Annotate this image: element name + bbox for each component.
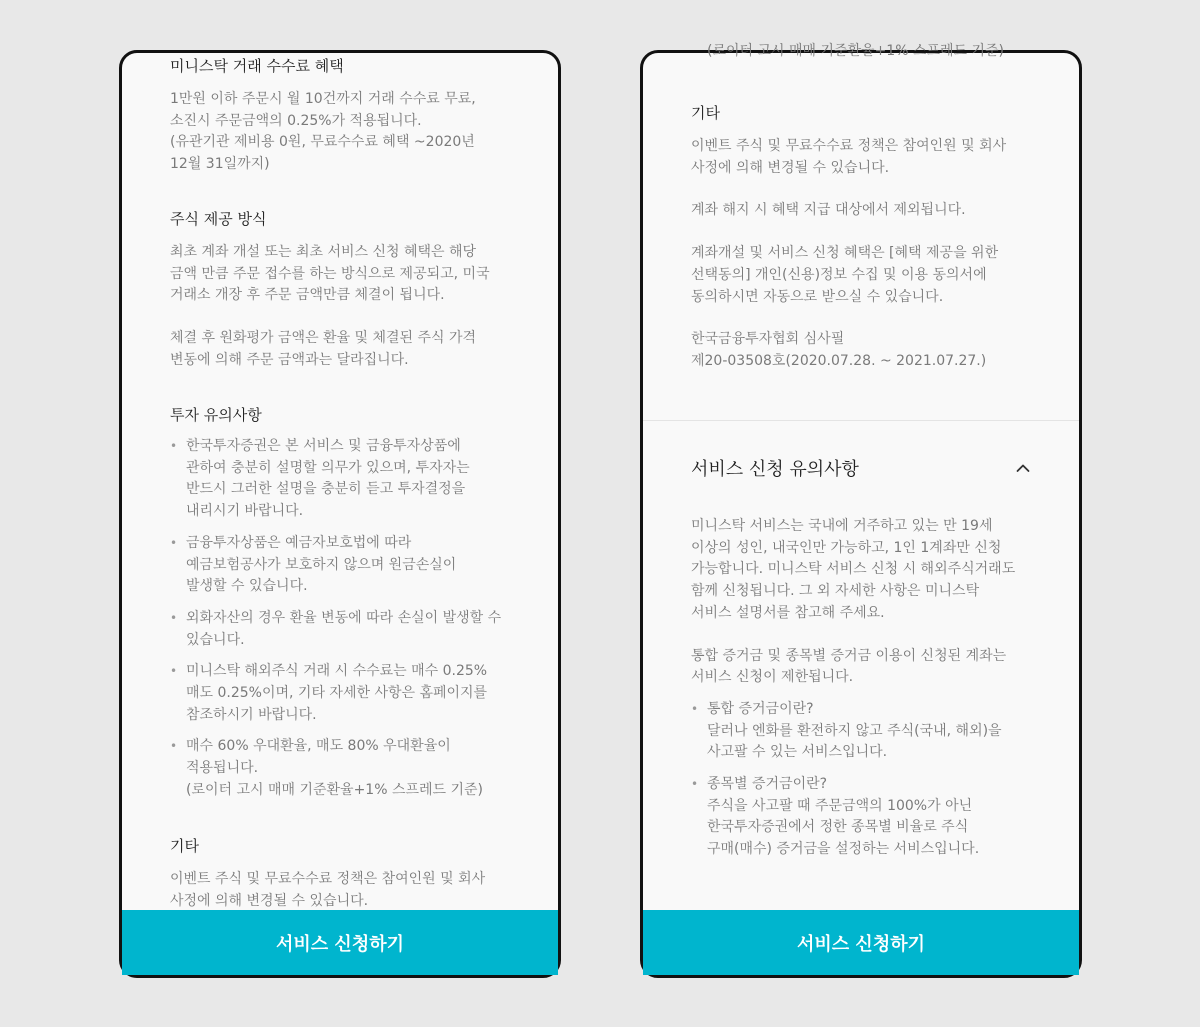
phone-screen-right [640, 43, 1082, 978]
section-title: 미니스탁 거래 수수료 혜택 [170, 57, 344, 75]
list-item: • 종목별 증거금이란? 주식을 사고팔 때 주문금액의 100%가 아닌 한국투자증권에서 정한 종목별 비율로 주식 구매(매수) 증거금을 설정하는 서비스입니다. [691, 774, 1041, 861]
accordion-title: 서비스 신청 유의사항 [691, 459, 859, 480]
section-body: 체결 후 원화평가 금액은 환율 및 체결된 주식 가격 변동에 의해 주문 금액과는 달라집니다. [170, 330, 477, 368]
section-title: 주식 제공 방식 [170, 210, 267, 228]
section-body: 통합 증거금 및 종목별 증거금 이용이 신청된 계좌는 서비스 신청이 제한됩니다. [691, 647, 1007, 686]
section-body: 미니스탁 서비스는 국내에 거주하고 있는 만 19세 이상의 성인, 내국인만 가능하고, 1인 1계좌만 신청 가능합니다. 미니스탁 서비스 신청 시 해외주식거래도 함께 신청됩니다. 그 외 자세한 사항은 미니스탁 서비스 설명서를 참고해 주세요. [691, 518, 1016, 621]
partial-text: (로이터 고시 매매 기준환율+1% 스프레드 기준) [707, 43, 1005, 59]
scroll-area-right[interactable] [643, 43, 1079, 910]
section-body: 이벤트 주식 및 무료수수료 정책은 참여인원 및 회사 사정에 의해 변경될 수 있습니다. [170, 871, 486, 909]
fee-benefit-section [170, 55, 520, 176]
list-item: • 통합 증거금이란? 달러나 엔화를 환전하지 않고 주식(국내, 해외)을 사고팔 수 있는 서비스입니다. [691, 699, 1041, 764]
section-title: 기타 [691, 104, 720, 122]
divider [643, 420, 1079, 421]
phone-screen-left [119, 50, 561, 978]
investment-caution-section [170, 404, 520, 802]
etc-section [691, 102, 1041, 373]
list-item: • 금융투자상품은 예금자보호법에 따라 예금보험공사가 보호하지 않으며 원금손실이 발생할 수 있습니다. [170, 533, 520, 598]
section-body: 최초 계좌 개설 또는 최초 서비스 신청 혜택은 해당 금액 만큼 주문 접수를 하는 방식으로 제공되고, 미국 거래소 개장 후 주문 금액만큼 체결이 됩니다. [170, 244, 490, 304]
etc-section [170, 835, 520, 912]
section-body: 이벤트 주식 및 무료수수료 정책은 참여인원 및 회사 사정에 의해 변경될 수 있습니다. [691, 138, 1007, 176]
section-body: 1만원 이하 주문시 월 10건까지 거래 수수료 무료, 소진시 주문금액의 0.25%가 적용됩니다. (유관기관 제비용 0원, 무료수수료 혜택 ~2020년 12월 31일까지) [170, 91, 476, 173]
section-title: 투자 유의사항 [170, 406, 262, 424]
margin-info-list [691, 699, 1041, 861]
apply-service-button[interactable]: 서비스 신청하기 [122, 910, 558, 975]
chevron-up-icon[interactable] [1015, 460, 1031, 476]
stock-provision-section [170, 208, 520, 372]
list-item: • 외화자산의 경우 환율 변동에 따라 손실이 발생할 수 있습니다. [170, 608, 520, 651]
list-item: • 미니스탁 해외주식 거래 시 수수료는 매수 0.25% 매도 0.25%이며, 기타 자세한 사항은 홈페이지를 참조하시기 바랍니다. [170, 661, 520, 726]
list-item: • 매수 60% 우대환율, 매도 80% 우대환율이 적용됩니다. (로이터 고시 매매 기준환율+1% 스프레드 기준) [170, 736, 520, 801]
service-caution-body [691, 516, 1041, 861]
list-item: • 한국투자증권은 본 서비스 및 금융투자상품에 관하여 충분히 설명할 의무가 있으며, 투자자는 반드시 그러한 설명을 충분히 듣고 투자결정을 내리시기 바랍니다. [170, 436, 520, 523]
section-body: 한국금융투자협회 심사필 제20-03508호(2020.07.28. ~ 2021.07.27.) [691, 331, 987, 369]
service-caution-accordion-header[interactable] [691, 455, 1031, 481]
scroll-area-left[interactable] [122, 53, 558, 910]
caution-list [170, 436, 520, 802]
section-title: 기타 [170, 837, 199, 855]
section-body: 계좌개설 및 서비스 신청 혜택은 [혜택 제공을 위한 선택동의] 개인(신용)정보 수집 및 이용 동의서에 동의하시면 자동으로 받으실 수 있습니다. [691, 245, 999, 305]
apply-service-button[interactable]: 서비스 신청하기 [643, 910, 1079, 975]
section-body: 계좌 해지 시 혜택 지급 대상에서 제외됩니다. [691, 202, 966, 219]
